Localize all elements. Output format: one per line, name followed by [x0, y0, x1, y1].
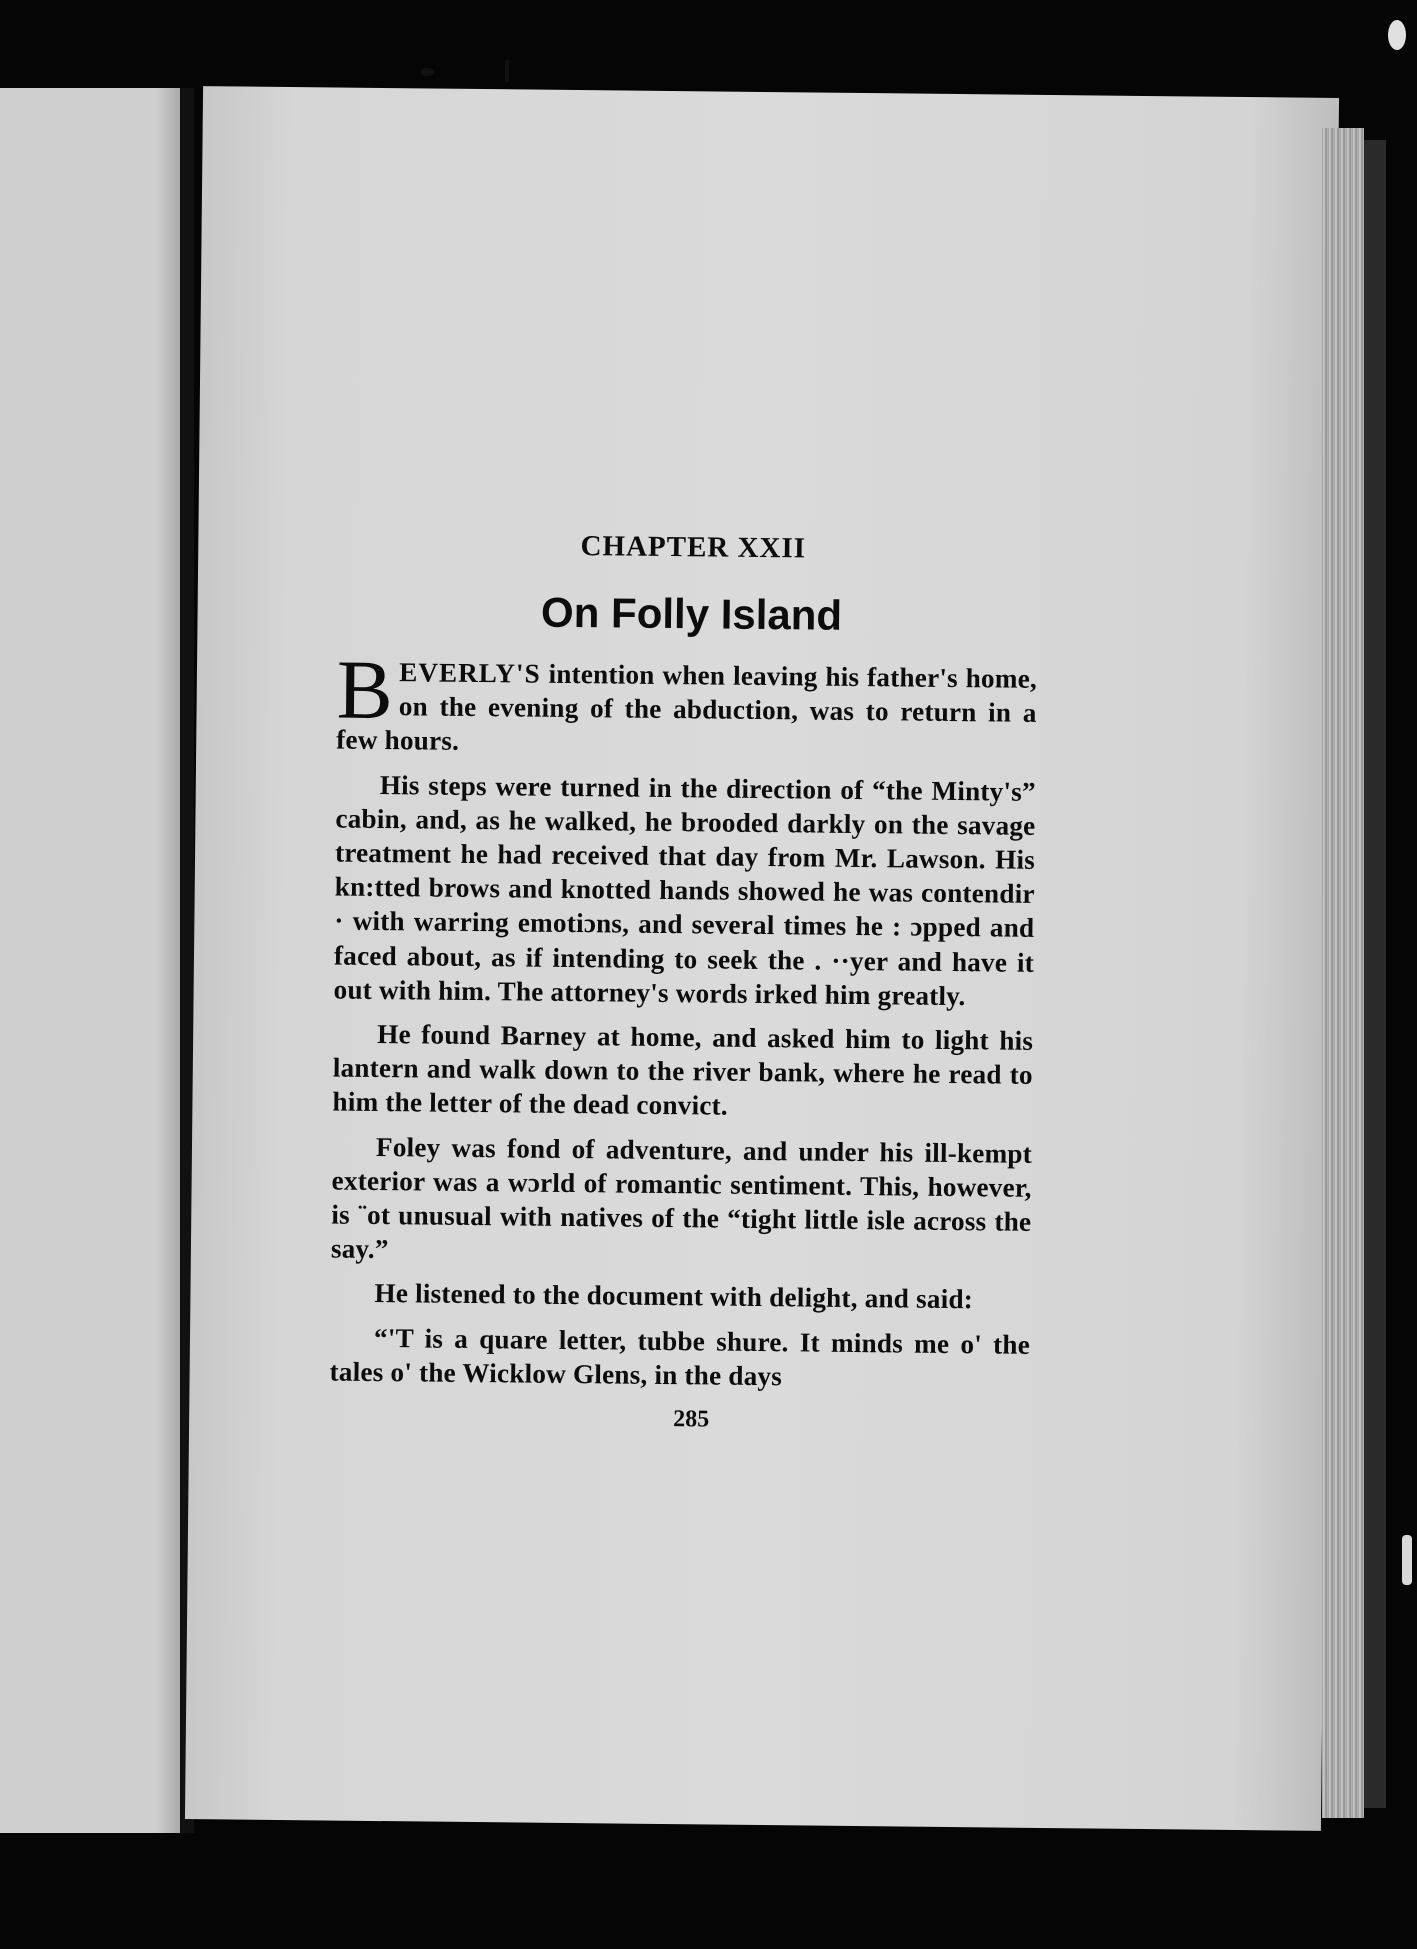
chapter-title: On Folly Island: [540, 588, 843, 639]
paragraph-6: “'T is a quare letter, tubbe shure. It minds me o' the tales o' the Wicklow Glens, in the days: [329, 1322, 1031, 1392]
scan-speck: [1388, 20, 1406, 50]
scan-speck: [505, 60, 509, 82]
book-cover-edge: [1364, 140, 1386, 1808]
paragraph-lead: EVERLY'S: [399, 657, 541, 689]
paragraph-text: intention when leaving his father's home, on the evening of the abduction, was to return in a few hours.: [336, 658, 1038, 757]
book-page: [185, 86, 1339, 1831]
facing-page: [0, 88, 180, 1833]
drop-cap: B: [336, 643, 394, 738]
page-stack-edge: [1322, 128, 1364, 1818]
scan-speck: [1402, 1535, 1412, 1585]
paragraph-3: He found Barney at home, and asked him to light his lantern and walk down to the river bank, where he read to him the letter of the dead convict.: [332, 1019, 1034, 1122]
paragraph-1: [336, 643, 1038, 765]
page-number: 285: [673, 1406, 710, 1433]
paragraph-4: Foley was fond of adventure, and under his ill-kempt exterior was a wɔrld of romantic sentiment. This, however, is ¨ot unusual with natives of the “tight little isle across the say.”: [330, 1131, 1033, 1265]
page-text-block: [329, 528, 1038, 1437]
paragraph-2: His steps were turned in the direction of “the Minty's” cabin, and, as he walked, he brooded darkly on the savage treatment he had received that day from Mr. Lawson. His kn:tted brows and knotted hands showed he was contendir · with warring emotiɔns, and several times he : ɔpped and faced about, as if intending to seek the . ··yer and have it out with him. The attorney's words irked him greatly.: [333, 769, 1036, 1011]
chapter-label: CHAPTER XXII: [580, 530, 807, 565]
paragraph-5: He listened to the document with delight, and said:: [374, 1278, 974, 1315]
facing-page-shadow: [156, 88, 180, 1833]
scan-speck: [420, 68, 434, 76]
